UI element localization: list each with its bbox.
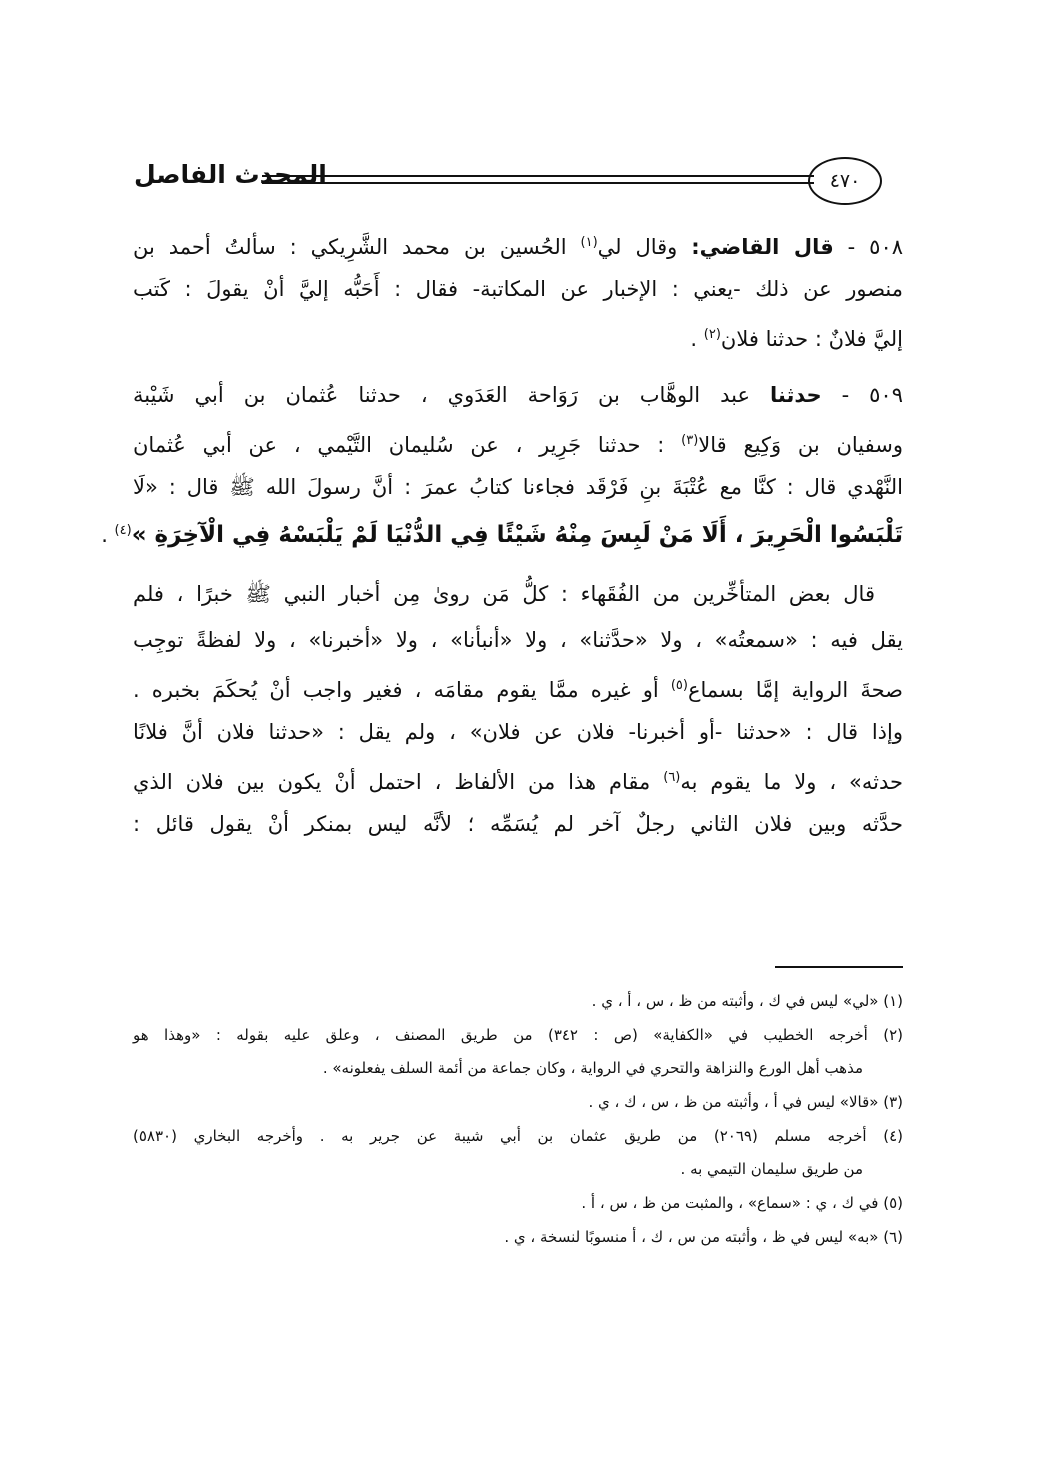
text-line: النَّهْدي قال : كنَّا مع عُتْبَةَ بنِ فَرْقَد فجاءنا كتابُ عمرَ : أنَّ رسولَ الله ﷺ قال : «لَا — [133, 475, 903, 499]
footnote-ref: (٤) — [114, 523, 132, 538]
text: عبد الوهَّاب بن رَوَاحة العَدَوي ، حدثنا عُثمان بن أبي شَيْبة — [133, 383, 770, 407]
text-line — [133, 380, 903, 410]
entry-number: ٥٠٩ - — [821, 383, 903, 407]
footnote-ref: (٥) — [670, 678, 688, 693]
page-number: ٤٧٠ — [829, 170, 861, 192]
entry-lead: قال القاضي: — [691, 235, 834, 259]
text-line — [133, 671, 903, 705]
hadith-line — [101, 516, 903, 550]
entry-number: ٥٠٨ - — [833, 235, 904, 259]
footnote: (٥) في ك ، ي : «سماع» ، والمثبت من ظ ، س ، أ . — [581, 1194, 903, 1212]
text: إليَّ فلانٌ : حدثنا فلان — [720, 327, 903, 351]
footnote: (١) «لي» ليس في ك ، وأثبته من ظ ، س ، أ ، ي . — [591, 992, 903, 1010]
text-line: منصور عن ذلك -يعني : الإخبار عن المكاتبة- فقال : أَحَبُّه إليَّ أنْ يقولَ : كَتب — [133, 277, 903, 301]
text: وقال لي — [597, 235, 692, 259]
page-number-badge — [808, 157, 882, 205]
text-line — [133, 228, 903, 262]
footnote-divider — [775, 966, 903, 968]
text: صحةَ الرواية إمَّا بسماع — [687, 678, 903, 702]
text: وسفيان بن وَكِيع قالا — [698, 433, 903, 457]
footnote-ref: (٦) — [663, 770, 681, 785]
text-line: وإذا قال : «حدثنا -أو أخبرنا- فلان عن فلان» ، ولم يقل : «حدثنا فلان أنَّ فلانًا — [133, 720, 903, 744]
text-line — [133, 763, 903, 797]
text: . — [101, 523, 115, 547]
footnote-continuation: من طريق سليمان التيمي به . — [680, 1160, 863, 1178]
text: : حدثنا جَرِير ، عن سُليمان التَّيْمي ، عن أبي عُثمان — [133, 433, 682, 457]
entry-lead: حدثنا — [769, 383, 822, 407]
footnote-ref: (٣) — [681, 433, 699, 448]
text-line — [133, 320, 903, 354]
footnote-ref: (١) — [580, 235, 598, 250]
text-line: قال بعض المتأخِّرين من الفُقَهاء : كلُّ مَن روىٰ مِن أخبار النبي ﷺ خبرًا ، فلم — [133, 582, 875, 606]
footnote: (٢) أخرجه الخطيب في «الكفاية» (ص : ٣٤٢) من طريق المصنف ، وعلق عليه بقوله : «وهذا هو — [133, 1026, 903, 1044]
text: حدثه» ، ولا ما يقوم به — [680, 770, 903, 794]
footnote-ref: (٢) — [703, 327, 721, 342]
hadith-text: تَلْبَسُوا الْحَرِيرَ ، أَلَا مَنْ لَبِسَ مِنْهُ شَيْئًا فِي الدُّنْيَا لَمْ يَلْبَسْهُ فِي الْآخِرَةِ » — [131, 522, 903, 548]
text: . — [690, 327, 704, 351]
text-line — [133, 426, 903, 460]
footnote: (٤) أخرجه مسلم (٢٠٦٩) من طريق عثمان بن أبي شيبة عن جرير به . وأخرجه البخاري (٥٨٣٠) — [133, 1127, 903, 1145]
text: أو غيره ممَّا يقوم مقامَه ، فغير واجب أنْ يُحكَمَ بخبره . — [133, 678, 671, 702]
header-double-rule — [262, 175, 814, 184]
text-line: حدَّثه وبين فلان الثاني رجلٌ آخر لم يُسَمِّه ؛ لأنَّه ليس بمنكر أنْ يقول قائل : — [133, 812, 903, 836]
text: مقام هذا من الألفاظ ، احتمل أنْ يكون بين فلان الذي — [133, 770, 664, 794]
text-line: يقل فيه : «سمعتُه» ، ولا «حدَّثنا» ، ولا «أنبأنا» ، ولا «أخبرنا» ، ولا لفظةً توجِب — [133, 628, 903, 652]
running-header-title: المحدث الفاصل — [134, 160, 327, 189]
footnote-continuation: مذهب أهل الورع والنزاهة والتحري في الرواية ، وكان جماعة من أئمة السلف يفعلونه» . — [322, 1059, 863, 1077]
text: الحُسين بن محمد الشَّرِيكي : سألتُ أحمد بن — [133, 235, 581, 259]
footnote: (٣) «قالا» ليس في أ ، وأثبته من ظ ، س ، ك ، ي . — [588, 1093, 903, 1111]
footnote: (٦) «به» ليس في ظ ، وأثبته من س ، ك ، أ منسوبًا لنسخة ، ي . — [504, 1228, 903, 1246]
